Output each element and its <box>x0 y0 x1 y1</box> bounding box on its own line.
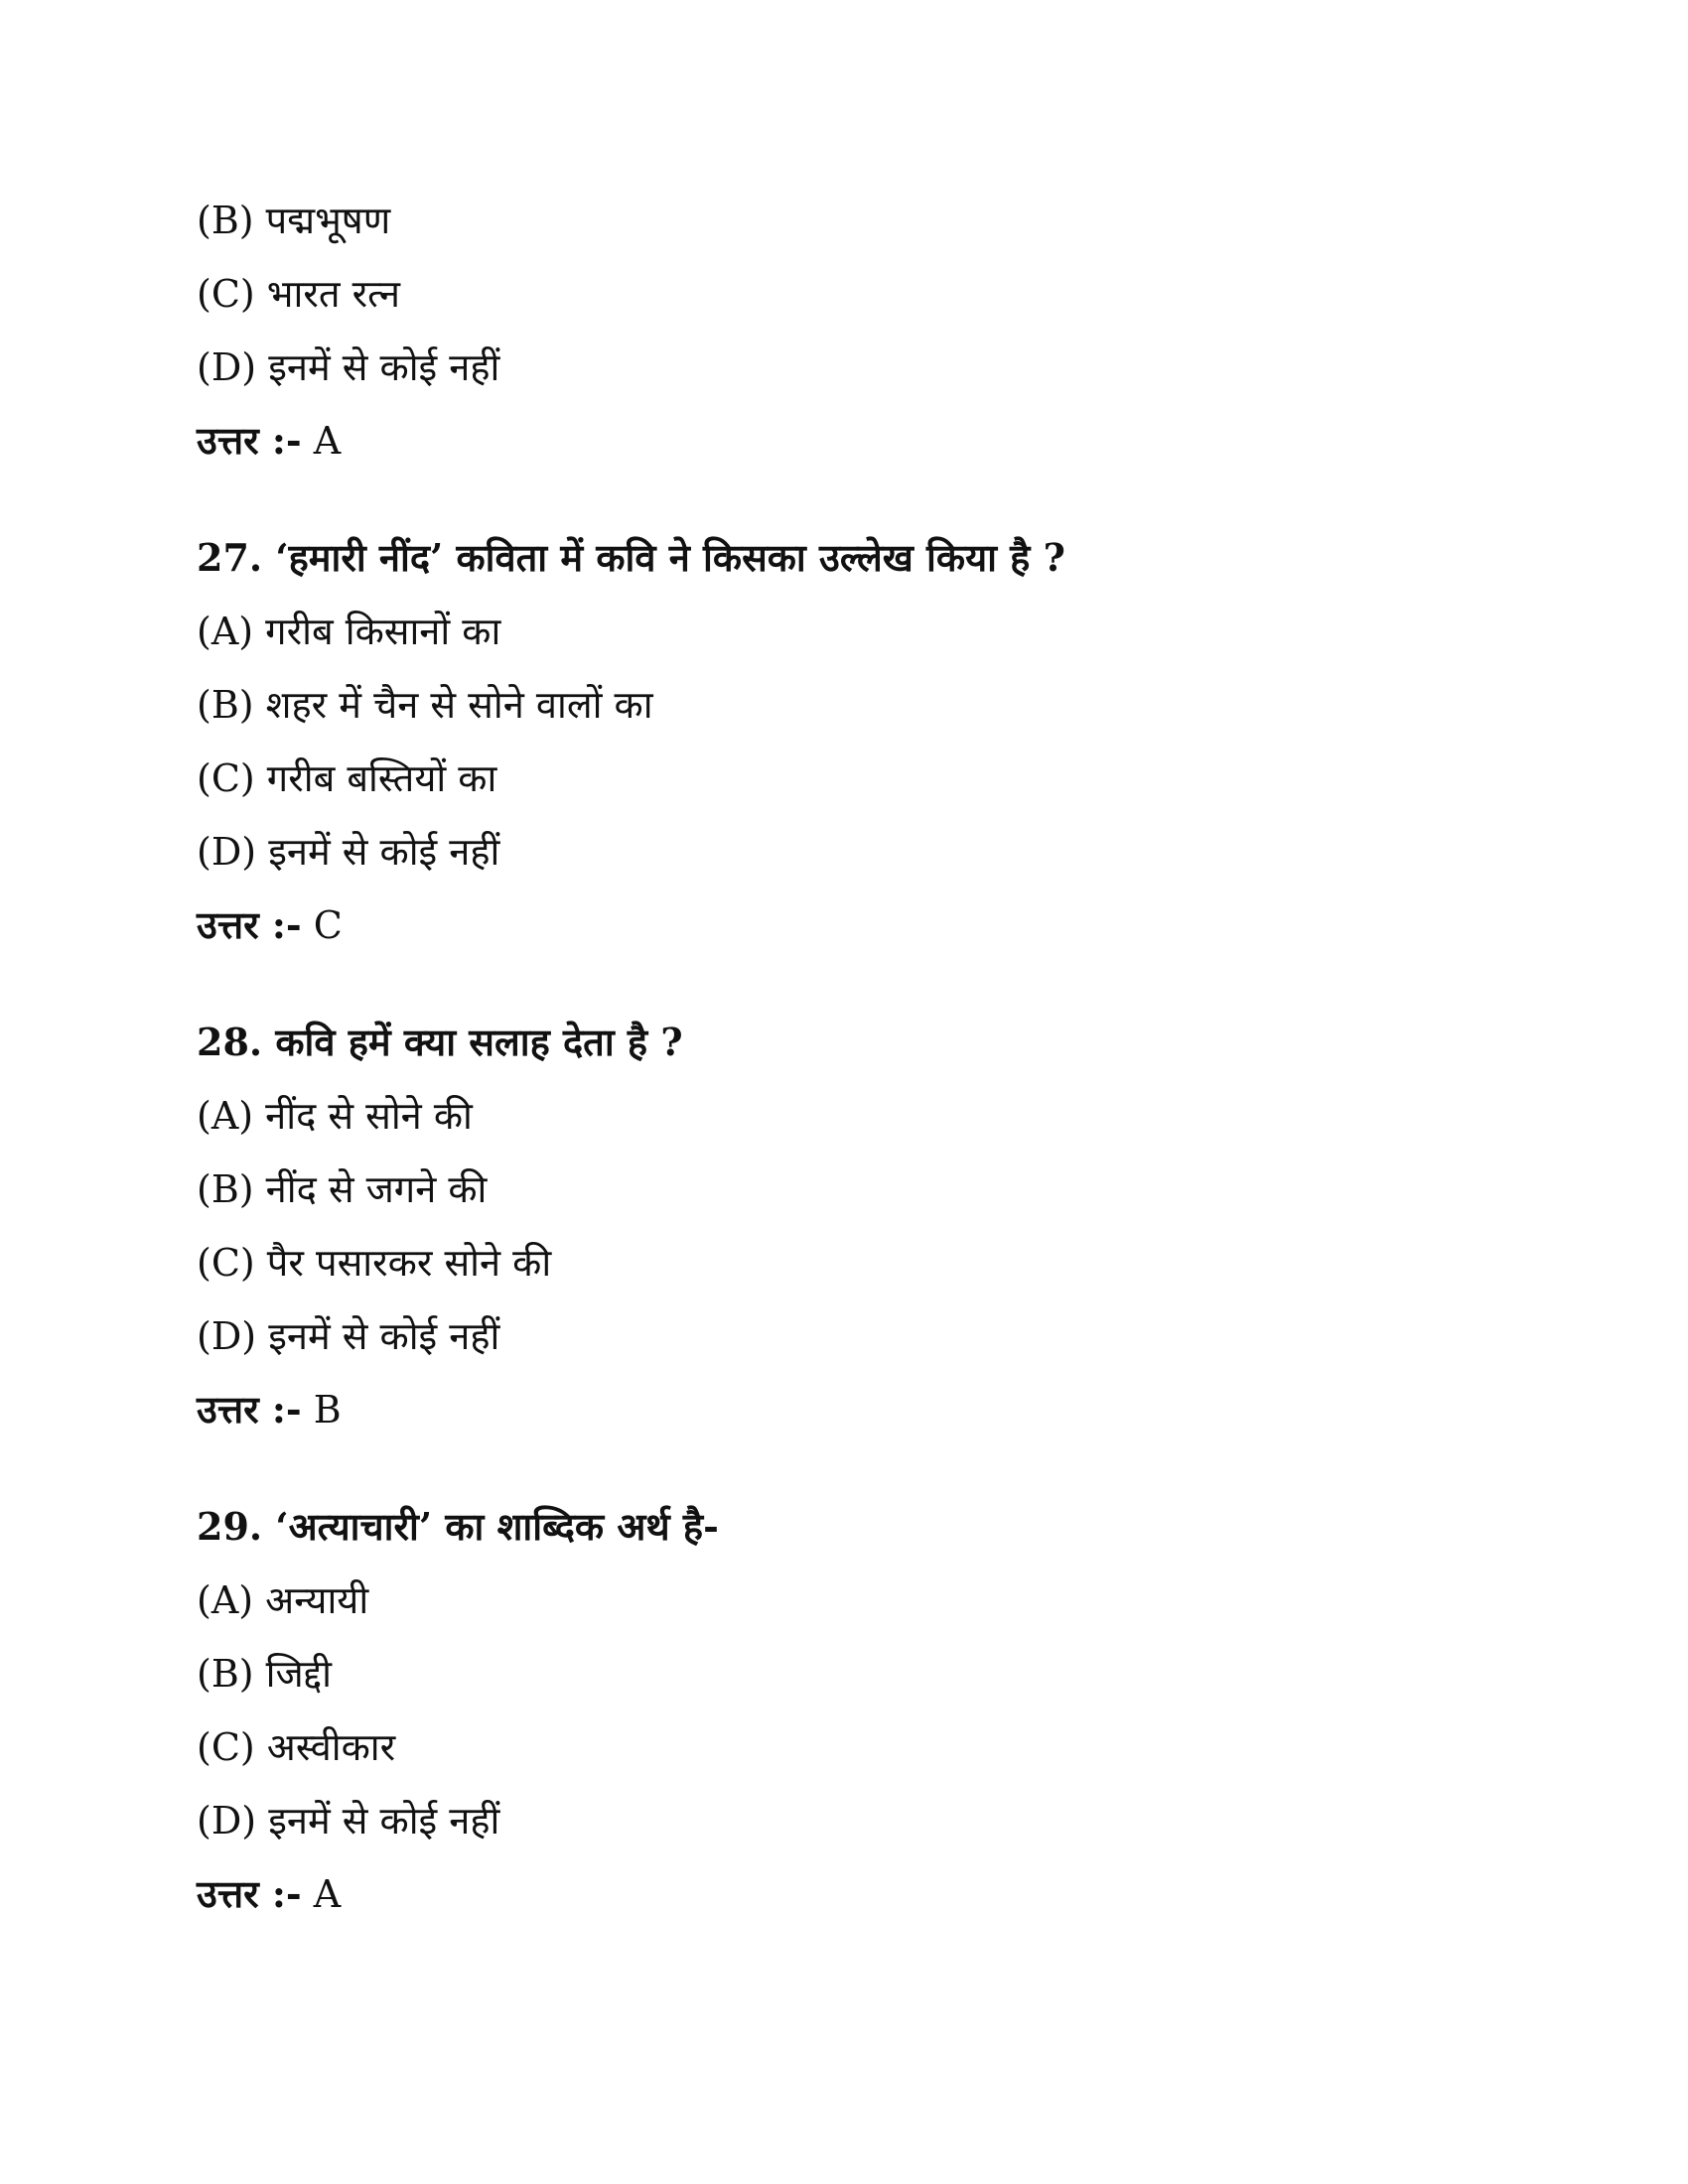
q29-option-a: (A) अन्यायी <box>197 1578 369 1622</box>
q28-option-a: (A) नींद से सोने की <box>197 1094 473 1138</box>
answer-value: B <box>313 1388 342 1432</box>
q29-option-d: (D) इनमें से कोई नहीं <box>197 1799 500 1843</box>
q27-option-a: (A) गरीब किसानों का <box>197 610 501 653</box>
q27-option-c: (C) गरीब बस्तियों का <box>197 756 497 800</box>
carryover-option-b: (B) पद्मभूषण <box>197 199 391 242</box>
q29-option-c: (C) अस्वीकार <box>197 1725 396 1769</box>
answer-label: उत्तर :- <box>197 418 302 463</box>
q27-option-d: (D) इनमें से कोई नहीं <box>197 830 500 874</box>
answer-label: उत्तर :- <box>197 1871 302 1916</box>
q27-option-b: (B) शहर में चैन से सोने वालों का <box>197 683 653 727</box>
carryover-option-c: (C) भारत रत्न <box>197 272 400 316</box>
q29-option-b: (B) जिद्दी <box>197 1652 332 1696</box>
q27-answer <box>197 899 343 951</box>
question-29: 29. ‘अत्याचारी’ का शाब्दिक अर्थ है- <box>197 1504 719 1549</box>
q29-answer <box>197 1868 341 1920</box>
question-27: 27. ‘हमारी नींद’ कविता में कवि ने किसका उल्लेख किया है ? <box>197 535 1065 580</box>
answer-value: C <box>313 903 343 947</box>
q28-option-b: (B) नींद से जगने की <box>197 1167 488 1211</box>
answer-value: A <box>313 1872 342 1916</box>
answer-label: उत्तर :- <box>197 1387 302 1432</box>
q28-option-c: (C) पैर पसारकर सोने की <box>197 1241 552 1285</box>
answer-label: उत्तर :- <box>197 902 302 947</box>
question-28: 28. कवि हमें क्या सलाह देता है ? <box>197 1020 683 1064</box>
carryover-option-d: (D) इनमें से कोई नहीं <box>197 345 500 389</box>
q28-answer <box>197 1384 342 1435</box>
carryover-answer <box>197 415 341 467</box>
q28-option-d: (D) इनमें से कोई नहीं <box>197 1314 500 1358</box>
answer-value: A <box>313 419 342 463</box>
